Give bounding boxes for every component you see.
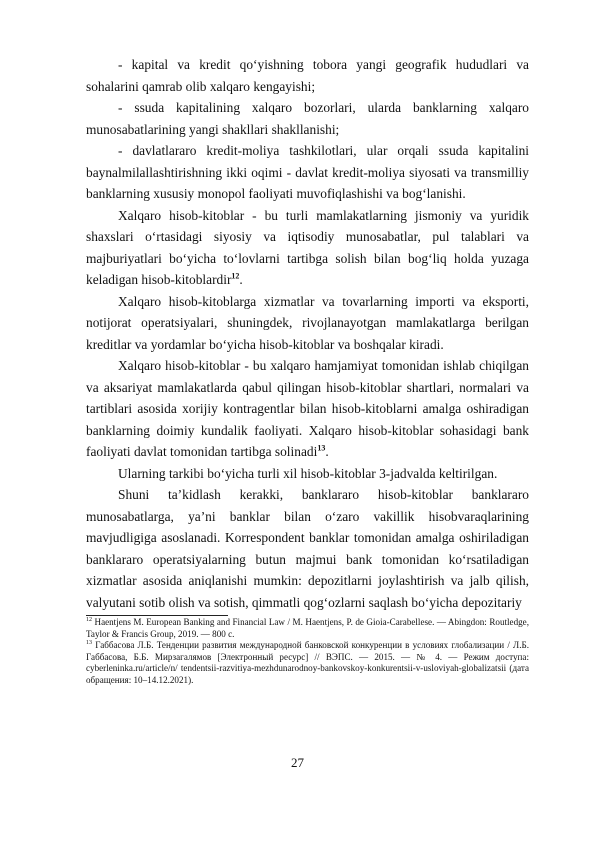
paragraph-activity bbox=[86, 355, 529, 463]
paragraph-bullet-3: - davlatlararo kredit-moliya tashkilotlari, ular orqali ssuda kapitalini baynalmilallashtirishning ikki oqimi - davlat kredit-moliya siyosati va transmilliy banklarning xususiy monopol faoliyati muvofiqlashishi va bog‘lanishi. bbox=[86, 143, 529, 201]
paragraph-interbank: Shuni ta’kidlash kerakki, banklararo hisob-kitoblar banklararo munosabatlarga, ya’ni banklar bilan o‘zaro vakillik hisobvaraqlarining mavjudligiga asoslanadi. Korrespondent banklar tomonidan amalga oshiriladigan banklararo operatsiyalarning butun majmui bank tomonidan ko‘rsatiladigan xizmatlar asosida aniqlanishi mumkin: depozitlarni joylashtirish va jalb qilish, valyutani sotib olish va sotish, qimmatli qog‘ozlarni saqlash bo‘yicha depozitariy bbox=[86, 487, 529, 610]
footnote-12 bbox=[86, 617, 529, 640]
paragraph-definition-text: Xalqaro hisob-kitoblar - bu turli mamlakatlarning jismoniy va yuridik shaxslari o‘rtasidagi siyosiy va iqtisodiy munosabatlar, pul talablari va majburiyatlari bo‘yicha to‘lovlarni tartibga solish bilan bog‘liq holda yuzaga keladigan hisob-kitoblardir bbox=[86, 207, 529, 287]
paragraph-scope: Xalqaro hisob-kitoblarga xizmatlar va tovarlarning importi va eksporti, notijorat operatsiyalari, shuningdek, rivojlanayotgan mamlakatlarga berilgan kreditlar va yordamlar bo‘yicha hisob-kitoblar va boshqalar kiradi. bbox=[86, 293, 529, 352]
footnote-number: 12 bbox=[86, 616, 92, 623]
footnote-13 bbox=[86, 640, 529, 686]
footnote-separator bbox=[86, 615, 228, 616]
paragraph-activity-text: Xalqaro hisob-kitoblar - bu xalqaro hamjamiyat tomonidan ishlab chiqilgan va aksariyat mamlakatlarda qabul qilingan hisob-kitoblar shartlari, normalari va tartiblari asosida xorijiy kontragentlar bilan hisob-kitoblarni amalga oshiradigan banklarning doimiy kundalik faoliyati. Xalqaro hisob-kitoblar sohasidagi bank faoliyati davlat tomonidan tartibga solinadi bbox=[86, 358, 529, 459]
footnote-ref-12: 12 bbox=[231, 271, 240, 281]
paragraph-table-ref: Ularning tarkibi bo‘yicha turli xil hisob-kitoblar 3-jadvalda keltirilgan. bbox=[118, 465, 498, 481]
paragraph-bullet-1: - kapital va kredit qo‘yishning tobora yangi geografik hududlari va sohalarini qamrab olib xalqaro kengayishi; bbox=[86, 57, 529, 94]
footnote-text: Габбасова Л.Б. Тенденции развития международной банковской конкуренции в условиях глобализации / Л.Б. Габбасова, Б.Б. Мирзагалямов [Электронный ресурс] // ВЭПС. — 2015. — № 4. — Режим доступа: cyberleninka.ru/article/n/ tendentsii-razvitiya-mezhdunarodnoy-bankovskoy-konkurentsii-v-usloviyah-globalizatsii (дата обращения: 10–14.12.2021). bbox=[86, 640, 529, 685]
footnote-text: Haentjens M. European Banking and Financial Law / M. Haentjens, P. de Gioia-Carabellese. — Abingdon: Routledge, Taylor & Francis Group, 2019. — 800 c. bbox=[86, 617, 529, 639]
footnote-number: 13 bbox=[86, 639, 92, 646]
paragraph-bullet-2: - ssuda kapitalining xalqaro bozorlari, ularda banklarning xalqaro munosabatlarining yangi shakllari shakllanishi; bbox=[86, 100, 529, 137]
footnote-ref-13: 13 bbox=[317, 443, 326, 453]
footnotes bbox=[86, 617, 529, 686]
page-number: 27 bbox=[291, 755, 304, 770]
paragraph-definition-end: . bbox=[239, 272, 243, 287]
paragraph-definition bbox=[86, 205, 529, 291]
paragraph-activity-end: . bbox=[325, 444, 329, 459]
document-body bbox=[86, 54, 529, 686]
